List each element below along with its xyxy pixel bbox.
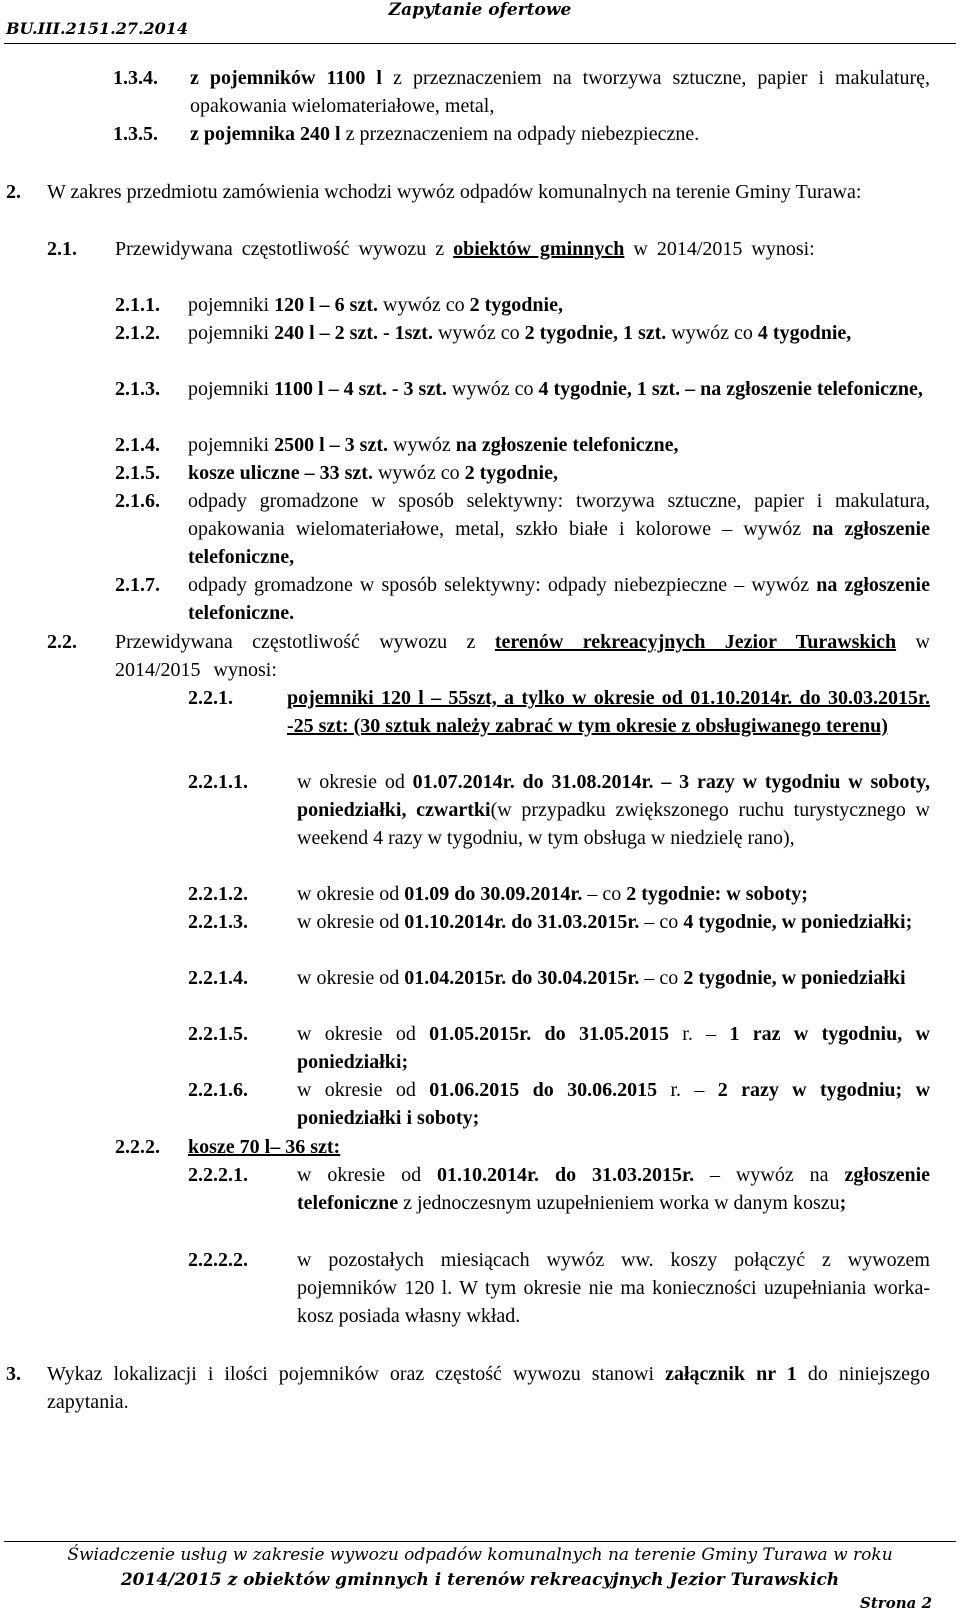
item-number: 2.2.2.1. xyxy=(188,1164,248,1186)
item-number: 2.1.5. xyxy=(115,462,160,484)
list-item: odpady gromadzone w sposób selektywny: tworzywa sztuczne, papier i makulatura, opakowania wielomateriałowe, metal, szkło białe i kolorowe – wywóz na zgłoszenie telefoniczne, xyxy=(188,490,930,568)
section-number: 3. xyxy=(6,1363,21,1385)
item-number: 2.1.6. xyxy=(115,490,160,512)
item-number: 2.2. xyxy=(47,631,77,653)
list-item: z pojemników 1100 l z przeznaczeniem na tworzywa sztuczne, papier i makulaturę, opakowania wielomateriałowe, metal, xyxy=(190,67,930,117)
item-number: 2.2.1.2. xyxy=(188,883,248,905)
item-number: 2.1. xyxy=(47,238,77,260)
list-item: kosze 70 l– 36 szt: xyxy=(188,1136,341,1158)
list-item: w pozostałych miesiącach wywóz ww. koszy połączyć z wywozem pojemników 120 l. W tym okresie nie ma konieczności uzupełniania worka- kosz posiada własny wkład. xyxy=(297,1249,930,1327)
item-number: 2.2.1.1. xyxy=(188,771,248,793)
subsection-intro: Przewidywana częstotliwość wywozu z terenów rekreacyjnych Jezior Turawskich w 2014/2015 wynosi: xyxy=(115,631,930,681)
footer-divider xyxy=(4,1541,956,1542)
footer-line-2: 2014/2015 z obiektów gminnych i terenów rekreacyjnych Jezior Turawskich xyxy=(120,1570,840,1590)
item-number: 2.1.3. xyxy=(115,378,160,400)
section-number: 2. xyxy=(6,181,21,203)
list-item: pojemniki 120 l – 6 szt. wywóz co 2 tygodnie, xyxy=(188,294,563,316)
item-number: 2.1.2. xyxy=(115,322,160,344)
list-item: w okresie od 01.10.2014r. do 31.03.2015r. – wywóz na zgłoszenie telefoniczne z jednoczesnym uzupełnieniem worka w danym koszu; xyxy=(297,1164,930,1214)
item-number: 2.2.1.3. xyxy=(188,911,248,933)
header-divider xyxy=(4,43,956,44)
item-number: 2.2.1. xyxy=(188,687,233,709)
list-item: w okresie od 01.06.2015 do 30.06.2015 r. – 2 razy w tygodniu; w poniedziałki i soboty; xyxy=(297,1079,931,1129)
item-number: 2.1.4. xyxy=(115,434,160,456)
footer-line-1: Świadczenie usług w zakresie wywozu odpadów komunalnych na terenie Gminy Turawa w roku xyxy=(67,1545,893,1565)
section-intro: W zakres przedmiotu zamówienia wchodzi wywóz odpadów komunalnych na terenie Gminy Turawa: xyxy=(47,181,862,203)
list-item: z pojemnika 240 l z przeznaczeniem na odpady niebezpieczne. xyxy=(190,123,700,145)
item-number: 2.2.2. xyxy=(115,1136,160,1158)
section-text: Wykaz lokalizacji i ilości pojemników oraz częstość wywozu stanowi załącznik nr 1 do niniejszego zapytania. xyxy=(47,1363,930,1413)
page-number: Strona 2 xyxy=(860,1594,932,1612)
item-number: 2.2.2.2. xyxy=(188,1249,248,1271)
item-number: 2.2.1.4. xyxy=(188,967,248,989)
list-item: pojemniki 120 l – 55szt, a tylko w okresie od 01.10.2014r. do 30.03.2015r. -25 szt: (30 sztuk należy zabrać w tym okresie z obsługiwanego terenu) xyxy=(287,687,930,737)
list-item: pojemniki 240 l – 2 szt. - 1szt. wywóz co 2 tygodnie, 1 szt. wywóz co 4 tygodnie, xyxy=(188,322,852,344)
list-item: w okresie od 01.04.2015r. do 30.04.2015r. – co 2 tygodnie, w poniedziałki xyxy=(297,967,906,989)
list-item: odpady gromadzone w sposób selektywny: odpady niebezpieczne – wywóz na zgłoszenie telefoniczne. xyxy=(188,574,930,624)
list-item: w okresie od 01.09 do 30.09.2014r. – co 2 tygodnie: w soboty; xyxy=(297,883,808,905)
item-number: 1.3.5. xyxy=(113,123,158,145)
item-number: 2.2.1.5. xyxy=(188,1023,248,1045)
item-number: 2.1.7. xyxy=(115,574,160,596)
list-item: w okresie od 01.10.2014r. do 31.03.2015r. – co 4 tygodnie, w poniedziałki; xyxy=(297,911,913,933)
item-number: 2.1.1. xyxy=(115,294,160,316)
item-number: 2.2.1.6. xyxy=(188,1079,248,1101)
list-item: w okresie od 01.05.2015r. do 31.05.2015 r. – 1 raz w tygodniu, w poniedziałki; xyxy=(297,1023,930,1073)
list-item: pojemniki 1100 l – 4 szt. - 3 szt. wywóz co 4 tygodnie, 1 szt. – na zgłoszenie telefoniczne, xyxy=(188,378,923,400)
list-item: pojemniki 2500 l – 3 szt. wywóz na zgłoszenie telefoniczne, xyxy=(188,434,679,456)
document-title: Zapytanie ofertowe xyxy=(388,0,572,20)
reference-number: BU.III.2151.27.2014 xyxy=(6,19,189,38)
item-number: 1.3.4. xyxy=(113,67,158,89)
subsection-intro: Przewidywana częstotliwość wywozu z obiektów gminnych w 2014/2015 wynosi: xyxy=(115,238,815,260)
list-item: kosze uliczne – 33 szt. wywóz co 2 tygodnie, xyxy=(188,462,558,484)
list-item: w okresie od 01.07.2014r. do 31.08.2014r. – 3 razy w tygodniu w soboty, poniedziałki, czwartki(w przypadku zwiększonego ruchu turystycznego w weekend 4 razy w tygodniu, w tym obsługa w niedzielę rano), xyxy=(297,771,930,849)
